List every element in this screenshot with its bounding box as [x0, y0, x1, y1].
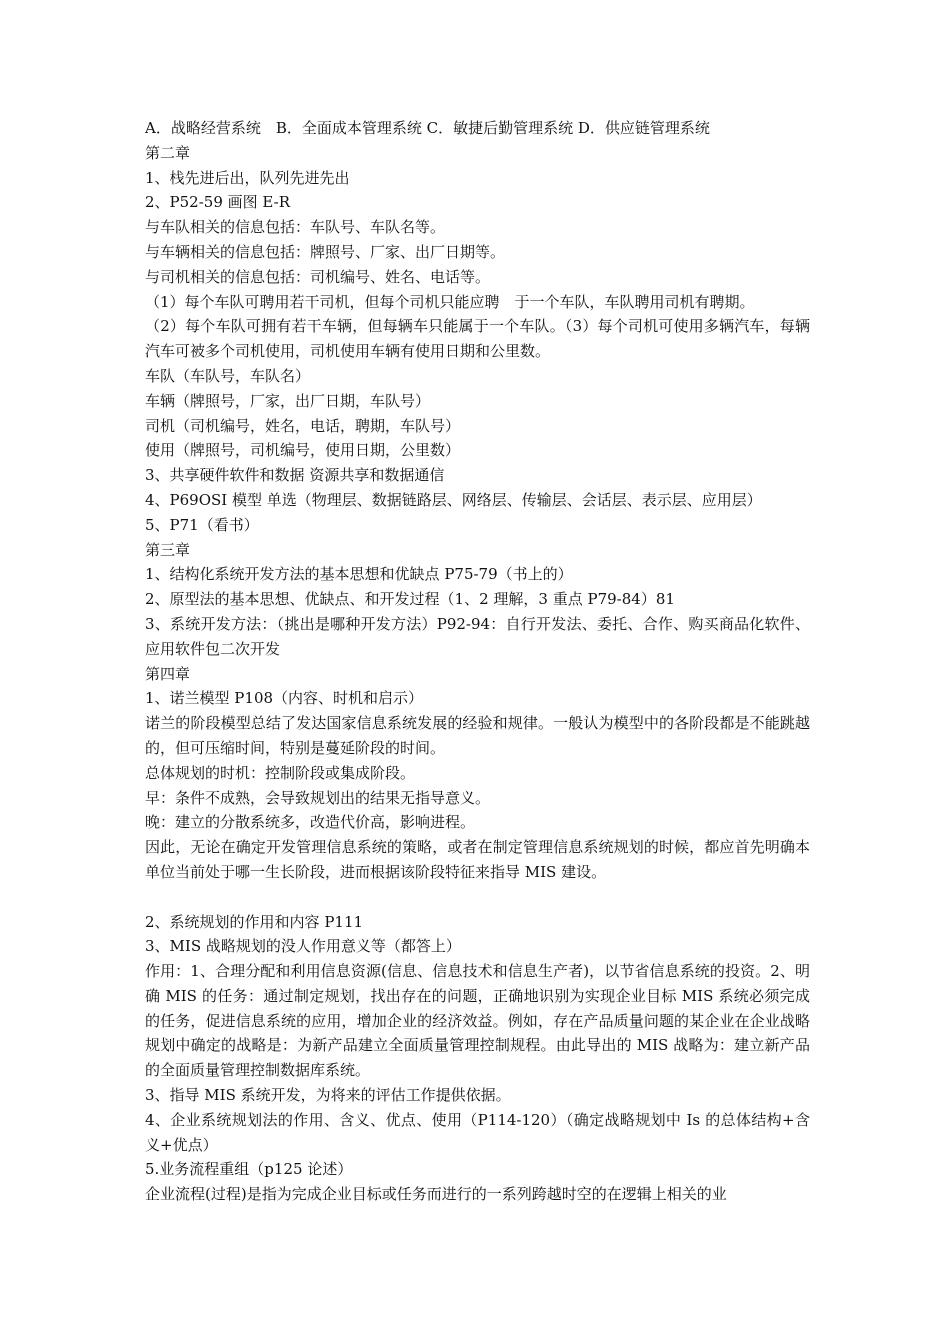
- text-line: 4、P69OSI 模型 单选（物理层、数据链路层、网络层、传输层、会话层、表示层、应用层）: [145, 490, 762, 509]
- document-page: [145, 116, 810, 1207]
- text-line: （1）每个车队可聘用若干司机，但每个司机只能应聘 于一个车队，车队聘用司机有聘期。: [145, 292, 755, 311]
- text-line: 5.业务流程重组（p125 论述）: [145, 1160, 353, 1179]
- text-line: 2、P52-59 画图 E-R: [145, 193, 291, 212]
- text-line: 3、MIS 战略规划的没人作用意义等（都答上）: [145, 937, 461, 956]
- text-line: 与司机相关的信息包括：司机编号、姓名、电话等。: [145, 267, 491, 286]
- text-line: 司机（司机编号，姓名，电话，聘期，车队号）: [145, 416, 461, 435]
- text-paragraph: 因此，无论在确定开发管理信息系统的策略，或者在制定管理信息系统规划的时候，都应首先明确本单位当前处于哪一生长阶段，进而根据该阶段特征来指导 MIS 建设。: [145, 838, 810, 881]
- text-paragraph: 4、企业系统规划法的作用、含义、优点、使用（P114-120）（确定战略规划中 Is 的总体结构+含义+优点）: [145, 1110, 810, 1154]
- text-line: 车队（车队号，车队名）: [145, 366, 311, 385]
- text-line: 1、栈先进后出，队列先进先出: [145, 168, 350, 187]
- chapter-heading: 第三章: [145, 540, 191, 559]
- text-line: 3、指导 MIS 系统开发，为将来的评估工作提供依据。: [145, 1086, 511, 1105]
- option-line: A．战略经营系统 B．全面成本管理系统 C．敏捷后勤管理系统 D．供应链管理系统: [145, 119, 710, 137]
- chapter-heading: 第四章: [145, 664, 191, 683]
- text-line: 企业流程(过程)是指为完成企业目标或任务而进行的一系列跨越时空的在逻辑上相关的业: [145, 1185, 727, 1204]
- text-paragraph: （2）每个车队可拥有若干车辆，但每辆车只能属于一个车队。（3）每个司机可使用多辆汽车，每辆汽车可被多个司机使用，司机使用车辆有使用日期和公里数。: [145, 317, 810, 361]
- chapter-heading: 第二章: [145, 143, 191, 162]
- text-paragraph: 作用：1、合理分配和利用信息资源(信息、信息技术和信息生产者)，以节省信息系统的投资。2、明确 MIS 的任务：通过制定规划，找出存在的问题，正确地识别为实现企业目标 MIS 系统必须完成的任务，促进信息系统的应用，增加企业的经济效益。例如，存在产品质量问题的某企业在企业战略规划中确定的战略是：为新产品建立全面质量管理控制规程。由此导出的 MIS 战略为：建立新产品的全面质量管理控制数据库系统。: [145, 962, 810, 1080]
- blank-line: [145, 885, 810, 910]
- text-line: 与车辆相关的信息包括：牌照号、厂家、出厂日期等。: [145, 242, 506, 261]
- text-line: 与车队相关的信息包括：车队号、车队名等。: [145, 218, 446, 237]
- text-line: 2、系统规划的作用和内容 P111: [145, 912, 364, 931]
- text-line: 5、P71（看书）: [145, 515, 259, 534]
- text-line: 使用（牌照号，司机编号，使用日期，公里数）: [145, 441, 461, 460]
- text-line: 1、结构化系统开发方法的基本思想和优缺点 P75-79（书上的）: [145, 565, 573, 584]
- text-line: 晚：建立的分散系统多，改造代价高，影响进程。: [145, 813, 476, 832]
- text-paragraph: 3、系统开发方法：（挑出是哪种开发方法）P92-94：自行开发法、委托、合作、购买商品化软件、应用软件包二次开发: [145, 614, 810, 658]
- text-line: 早：条件不成熟，会导致规划出的结果无指导意义。: [145, 788, 491, 807]
- text-line: 车辆（牌照号，厂家，出厂日期，车队号）: [145, 391, 431, 410]
- text-line: 2、原型法的基本思想、优缺点、和开发过程（1、2 理解，3 重点 P79-84）81: [145, 590, 675, 609]
- text-paragraph: 诺兰的阶段模型总结了发达国家信息系统发展的经验和规律。一般认为模型中的各阶段都是不能跳越的，但可压缩时间，特别是蔓延阶段的时间。: [145, 714, 810, 757]
- text-line: 1、诺兰模型 P108（内容、时机和启示）: [145, 689, 424, 708]
- text-line: 3、共享硬件软件和数据 资源共享和数据通信: [145, 466, 445, 485]
- text-line: 总体规划的时机：控制阶段或集成阶段。: [145, 763, 416, 782]
